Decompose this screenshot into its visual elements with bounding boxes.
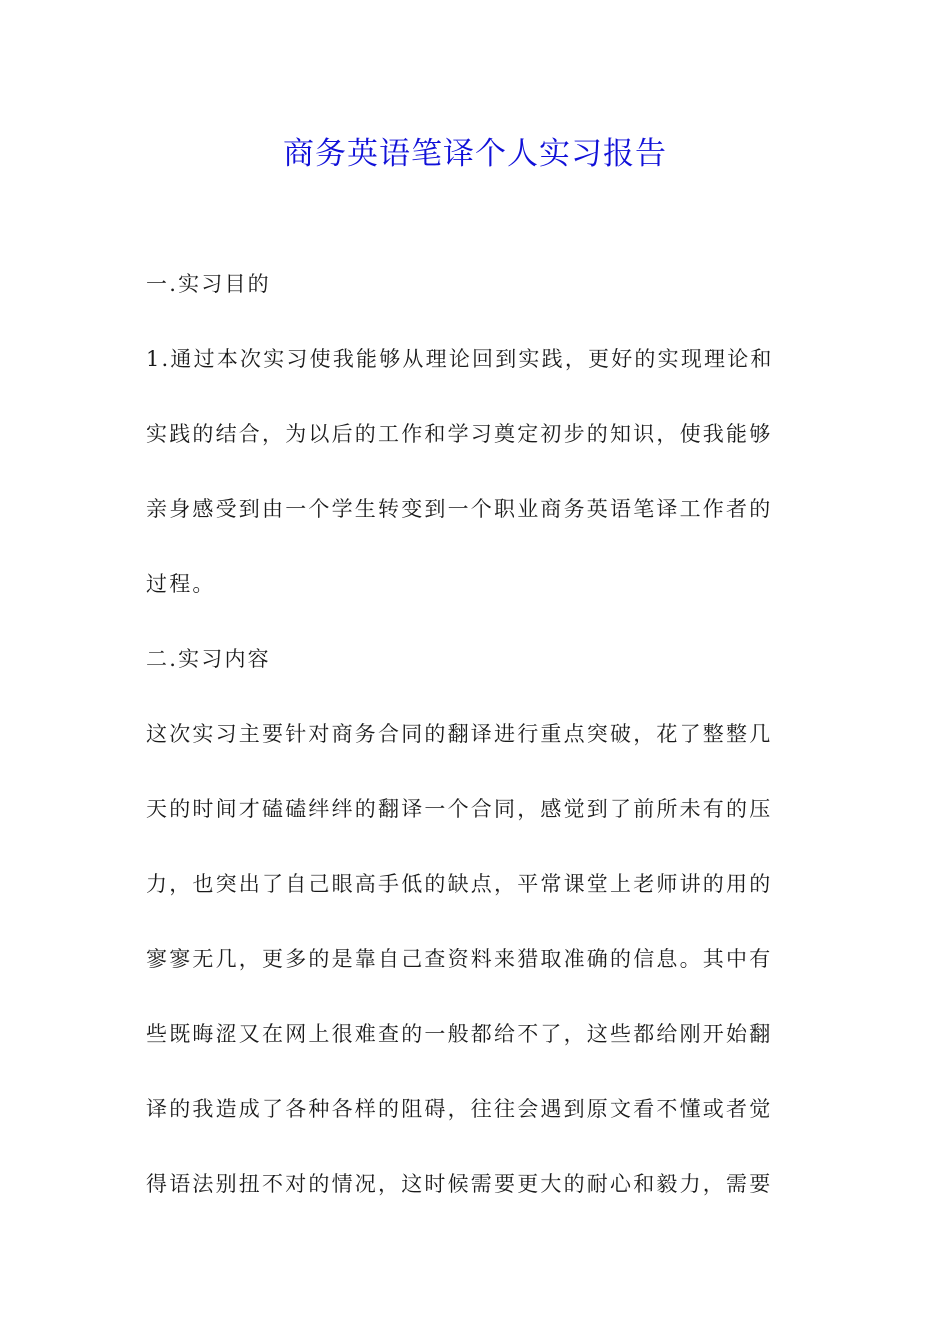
- paragraph-line: 寥寥无几，更多的是靠自己查资料来猎取准确的信息。其中有: [146, 947, 773, 971]
- paragraph-line: 过程。: [146, 572, 216, 596]
- paragraph-line: 这次实习主要针对商务合同的翻译进行重点突破，花了整整几: [146, 722, 773, 746]
- paragraph-line: 译的我造成了各种各样的阻碍，往往会遇到原文看不懂或者觉: [146, 1097, 773, 1121]
- section-heading-content: 二.实习内容: [146, 647, 271, 671]
- paragraph-line: 天的时间才磕磕绊绊的翻译一个合同，感觉到了前所未有的压: [146, 797, 773, 821]
- document-title: 商务英语笔译个人实习报告: [283, 136, 667, 172]
- paragraph-line: 些既晦涩又在网上很难查的一般都给不了，这些都给刚开始翻: [146, 1022, 773, 1046]
- paragraph-line: 亲身感受到由一个学生转变到一个职业商务英语笔译工作者的: [146, 497, 773, 521]
- paragraph-line: 力，也突出了自己眼高手低的缺点，平常课堂上老师讲的用的: [146, 872, 773, 896]
- paragraph-line: 得语法别扭不对的情况，这时候需要更大的耐心和毅力，需要: [146, 1172, 773, 1196]
- paragraph-line: 实践的结合，为以后的工作和学习奠定初步的知识，使我能够: [146, 422, 773, 446]
- paragraph-line: 1.通过本次实习使我能够从理论回到实践，更好的实现理论和: [146, 347, 774, 371]
- section-heading-purpose: 一.实习目的: [146, 272, 271, 296]
